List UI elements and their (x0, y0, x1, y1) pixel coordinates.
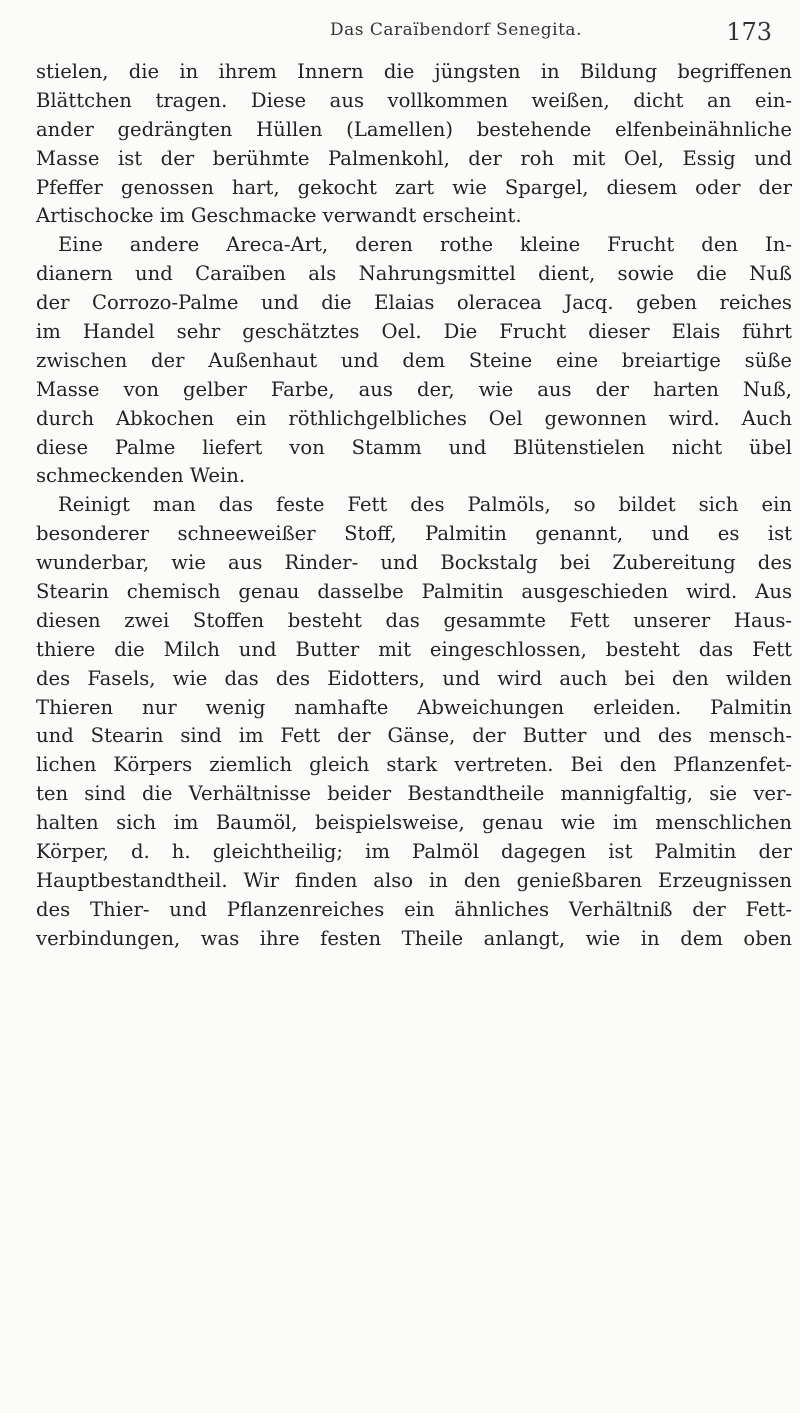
text-line: im Handel sehr geschätztes Oel. Die Frucht dieser Elais führt (36, 320, 792, 344)
text-line: Thieren nur wenig namhafte Abweichungen erleiden. Palmitin (36, 695, 792, 719)
text-line: lichen Körpers ziemlich gleich stark vertreten. Bei den Pflanzenfet- (36, 753, 792, 777)
text-line: des Thier- und Pflanzenreiches ein ähnliches Verhältniß der Fett- (36, 897, 792, 921)
body-text (36, 58, 792, 954)
text-line: Hauptbestandtheil. Wir finden also in den genießbaren Erzeugnissen (36, 868, 792, 892)
page-header (0, 18, 800, 48)
text-line: und Stearin sind im Fett der Gänse, der Butter und des mensch- (36, 724, 792, 748)
text-line: Eine andere Areca-Art, deren rothe kleine Frucht den In- (58, 233, 792, 257)
text-line: Stearin chemisch genau dasselbe Palmitin ausgeschieden wird. Aus (36, 580, 792, 604)
text-line: Masse ist der berühmte Palmenkohl, der roh mit Oel, Essig und (36, 146, 792, 170)
text-line: des Fasels, wie das des Eidotters, und wird auch bei den wilden (36, 666, 792, 690)
text-line: stielen, die in ihrem Innern die jüngsten in Bildung begriffenen (36, 60, 792, 83)
text-line: Masse von gelber Farbe, aus der, wie aus der harten Nuß, (36, 377, 792, 401)
running-head: Das Caraïbendorf Senegita. (330, 20, 582, 40)
text-line: dianern und Caraïben als Nahrungsmittel dient, sowie die Nuß (36, 262, 792, 286)
text-line: ten sind die Verhältnisse beider Bestandtheile mannigfaltig, sie ver- (36, 782, 792, 806)
text-line: verbindungen, was ihre festen Theile anlangt, wie in dem oben (36, 926, 792, 950)
text-line: diese Palme liefert von Stamm und Blütenstielen nicht übel (36, 435, 792, 459)
text-line: thiere die Milch und Butter mit eingeschlossen, besteht das Fett (36, 637, 792, 661)
text-line: der Corrozo-Palme und die Elaias oleracea Jacq. geben reiches (36, 291, 792, 315)
text-line: besonderer schneeweißer Stoff, Palmitin genannt, und es ist (36, 522, 792, 546)
text-line: Reinigt man das feste Fett des Palmöls, so bildet sich ein (58, 493, 792, 517)
text-line: Pfeffer genossen hart, gekocht zart wie Spargel, diesem oder der (36, 175, 792, 199)
text-line: ander gedrängten Hüllen (Lamellen) bestehende elfenbeinähnliche (36, 117, 792, 141)
text-line: wunderbar, wie aus Rinder- und Bockstalg bei Zubereitung des (36, 551, 792, 575)
text-line: diesen zwei Stoffen besteht das gesammte Fett unserer Haus- (36, 608, 792, 632)
text-line: Körper, d. h. gleichtheilig; im Palmöl dagegen ist Palmitin der (36, 840, 792, 864)
text-line: halten sich im Baumöl, beispielsweise, genau wie im menschlichen (36, 811, 792, 835)
page-number: 173 (726, 18, 772, 46)
text-line: schmeckenden Wein. (36, 464, 246, 488)
text-line: zwischen der Außenhaut und dem Steine eine breiartige süße (36, 348, 792, 372)
text-line: Blättchen tragen. Diese aus vollkommen weißen, dicht an ein- (36, 88, 792, 112)
text-line: durch Abkochen ein röthlichgelbliches Oel gewonnen wird. Auch (36, 406, 792, 430)
text-line: Artischocke im Geschmacke verwandt erscheint. (36, 204, 522, 228)
